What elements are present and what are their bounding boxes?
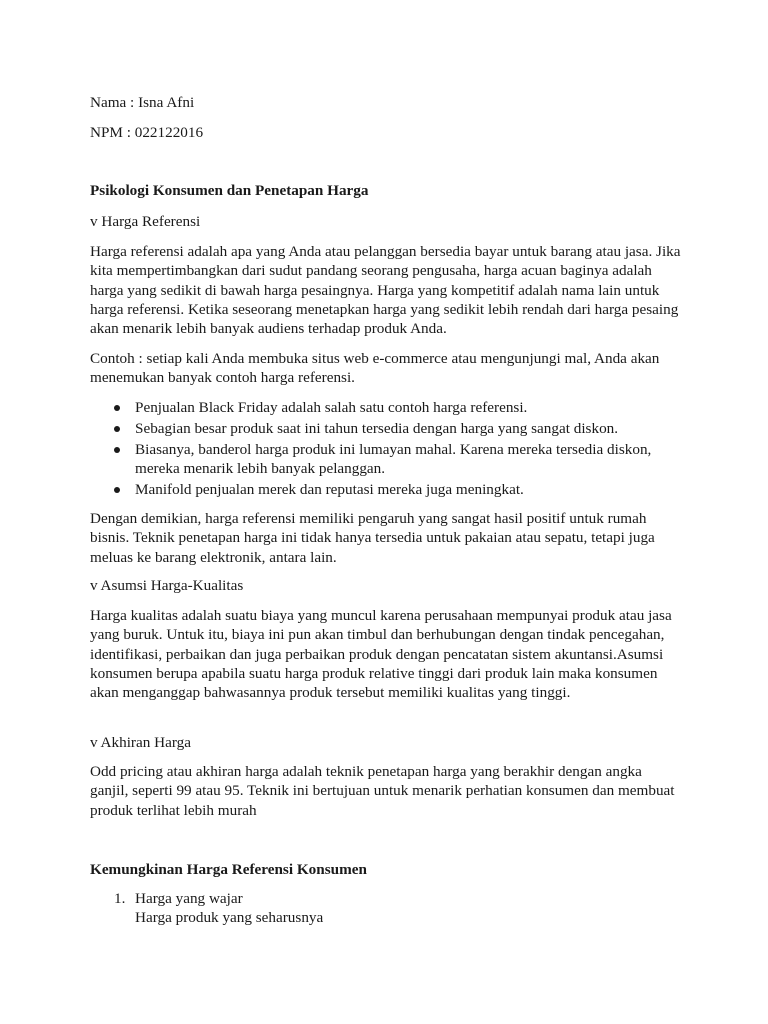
student-npm: NPM : 022122016 [90, 124, 204, 141]
list-item: Sebagian besar produk saat ini tahun tersedia dengan harga yang sangat diskon. [90, 419, 690, 438]
bullet-icon [114, 405, 120, 411]
paragraph-akhiran-harga: Odd pricing atau akhiran harga adalah teknik penetapan harga yang berakhir dengan angka ganjil, seperti 99 atau 95. Teknik ini bertujuan untuk menarik perhatian konsumen dan membuat produk terlihat lebih murah [90, 763, 675, 819]
numbered-item-body: Harga yang wajar Harga produk yang seharusnya [135, 890, 324, 927]
subheading-akhiran-harga: v Akhiran Harga [90, 734, 191, 751]
bullet-icon [114, 487, 120, 493]
paragraph-contoh: Contoh : setiap kali Anda membuka situs web e-commerce atau mengunjungi mal, Anda akan menemukan banyak contoh harga referensi. [90, 350, 660, 387]
section-title-kemungkinan: Kemungkinan Harga Referensi Konsumen [90, 861, 367, 878]
student-name: Nama : Isna Afni [90, 94, 195, 111]
bullet-icon [114, 426, 120, 432]
list-item: Penjualan Black Friday adalah salah satu contoh harga referensi. [90, 398, 690, 417]
paragraph-kesimpulan: Dengan demikian, harga referensi memiliki pengaruh yang sangat hasil positif untuk rumah bisnis. Teknik penetapan harga ini tidak hanya tersedia untuk pakaian atau sepatu, tetapi juga meluas ke barang elektronik, antara lain. [90, 510, 655, 566]
list-item: Biasanya, banderol harga produk ini lumayan mahal. Karena mereka tersedia diskon, mereka menarik lebih banyak pelanggan. [90, 440, 690, 479]
paragraph-harga-referensi: Harga referensi adalah apa yang Anda atau pelanggan bersedia bayar untuk barang atau jasa. Jika kita mempertimbangkan dari sudut pandang seorang pengusaha, harga acuan baginya adalah harga yang sedikit di bawah harga pesaingnya. Harga yang kompetitif adalah nama lain untuk harga referensi. Ketika seseorang menetapkan harga yang sedikit lebih rendah dari harga pesaing akan menarik lebih banyak audiens terhadap produk Anda. [90, 243, 681, 338]
subheading-harga-referensi: v Harga Referensi [90, 213, 201, 230]
paragraph-asumsi-harga-kualitas: Harga kualitas adalah suatu biaya yang muncul karena perusahaan mempunyai produk atau jasa yang buruk. Untuk itu, biaya ini pun akan timbul dan berhubungan dengan tindak pencegahan, identifikasi, perbaikan dan juga perbaikan produk dengan pencatatan sistem akuntansi.Asumsi konsumen berupa apabila suatu harga produk relative tinggi dari produk lain maka konsumen akan menganggap bahwasannya produk tersebut memiliki kualitas yang tinggi. [90, 607, 672, 702]
bullet-icon [114, 447, 120, 453]
section-title: Psikologi Konsumen dan Penetapan Harga [90, 182, 369, 199]
list-number: 1. [114, 890, 126, 907]
subheading-asumsi-harga-kualitas: v Asumsi Harga-Kualitas [90, 577, 244, 594]
list-item: Manifold penjualan merek dan reputasi mereka juga meningkat. [90, 480, 690, 499]
bullet-list [90, 398, 690, 500]
